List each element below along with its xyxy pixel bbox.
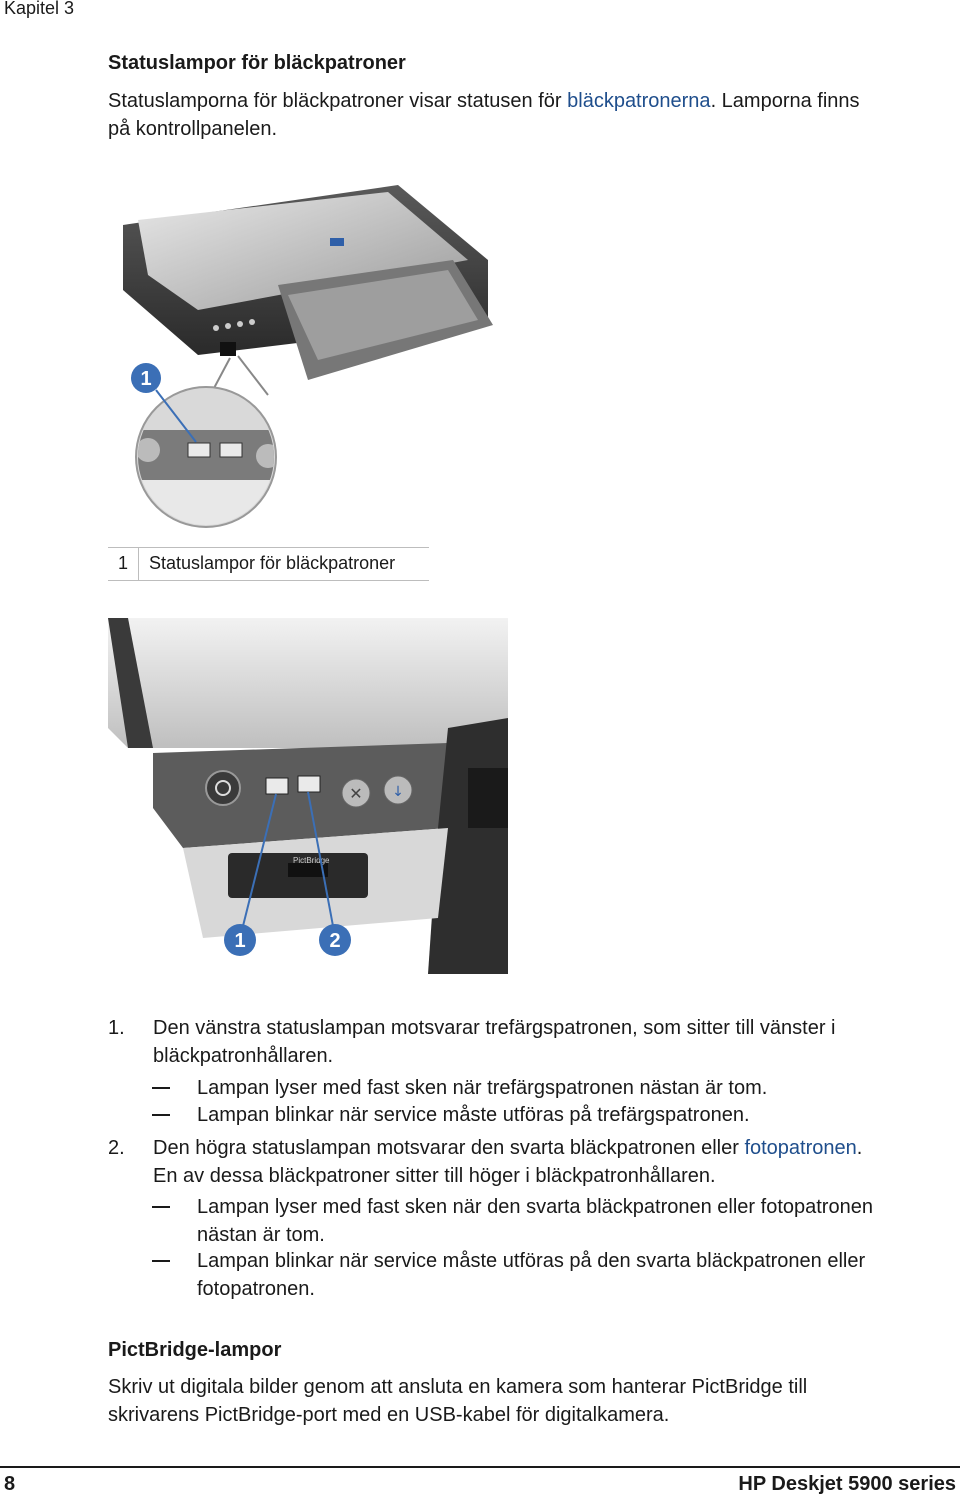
dash-icon — [152, 1206, 170, 1208]
intro-text-end: . Lamporna finns — [710, 90, 860, 112]
product-name: HP Deskjet 5900 series — [738, 1473, 956, 1495]
dash-icon — [152, 1114, 170, 1116]
link-fotopatronen[interactable]: fotopatronen — [744, 1137, 857, 1159]
list-item-1-number: 1. — [108, 1017, 125, 1039]
left-cartridge-light-icon — [266, 778, 288, 794]
svg-text:PictBridge: PictBridge — [293, 856, 330, 865]
link-blackpatronerna[interactable]: bläckpatronerna — [567, 90, 711, 112]
footer-rule — [0, 1466, 960, 1468]
section-heading-status-lights: Statuslampor för bläckpatroner — [108, 52, 406, 74]
printer-overview-figure — [108, 180, 508, 540]
callout-1-label: 1 — [234, 930, 246, 952]
caption-table — [108, 547, 429, 581]
chapter-label: Kapitel 3 — [4, 0, 75, 18]
pictbridge-paragraph: Skriv ut digitala bilder genom att ansluta en kamera som hanterar PictBridge till skrivarens PictBridge-port med en USB-kabel för digitalkamera. — [108, 1376, 808, 1426]
hp-logo-icon — [330, 238, 344, 246]
list-item-2-number: 2. — [108, 1137, 125, 1159]
list-item-2-sub-2: Lampan blinkar när service måste utföras på den svarta bläckpatronen eller fotopatronen. — [197, 1250, 866, 1300]
section-heading-pictbridge: PictBridge-lampor — [108, 1339, 282, 1361]
list-item-2-text: Den högra statuslampan motsvarar den svarta bläckpatronen eller fotopatronen. En av dessa bläckpatroner sitter till höger i bläckpatronhållaren. — [153, 1137, 863, 1187]
list-item-1-sub-1: Lampan lyser med fast sken när trefärgspatronen nästan är tom. — [197, 1077, 768, 1099]
list-item-2-sub-1: Lampan lyser med fast sken när den svarta bläckpatronen eller fotopatronen nästan är tom. — [197, 1196, 873, 1246]
callout-2-label: 2 — [329, 930, 341, 952]
page-number: 8 — [4, 1473, 16, 1495]
resume-icon: ↓ — [392, 784, 404, 800]
caption-number: 1 — [118, 553, 129, 573]
right-status-light-icon — [220, 443, 242, 457]
intro-text-line2: på kontrollpanelen. — [108, 118, 278, 140]
cancel-icon: ✕ — [349, 784, 363, 803]
list-item-1-sub-2: Lampan blinkar när service måste utföras på trefärgspatronen. — [197, 1104, 750, 1126]
caption-text: Statuslampor för bläckpatroner — [149, 553, 396, 573]
control-panel-figure — [108, 618, 508, 974]
dash-icon — [152, 1260, 170, 1262]
intro-paragraph — [108, 87, 860, 143]
left-status-light-icon — [188, 443, 210, 457]
power-button[interactable] — [206, 771, 240, 805]
list-item-1-text: Den vänstra statuslampan motsvarar trefärgspatronen, som sitter till vänster i bläckpatronhållaren. — [153, 1017, 836, 1067]
callout-1-label: 1 — [140, 368, 152, 390]
dash-icon — [152, 1087, 170, 1089]
right-cartridge-light-icon — [298, 776, 320, 792]
intro-text-start: Statuslamporna för bläckpatroner visar statusen för — [108, 90, 568, 112]
